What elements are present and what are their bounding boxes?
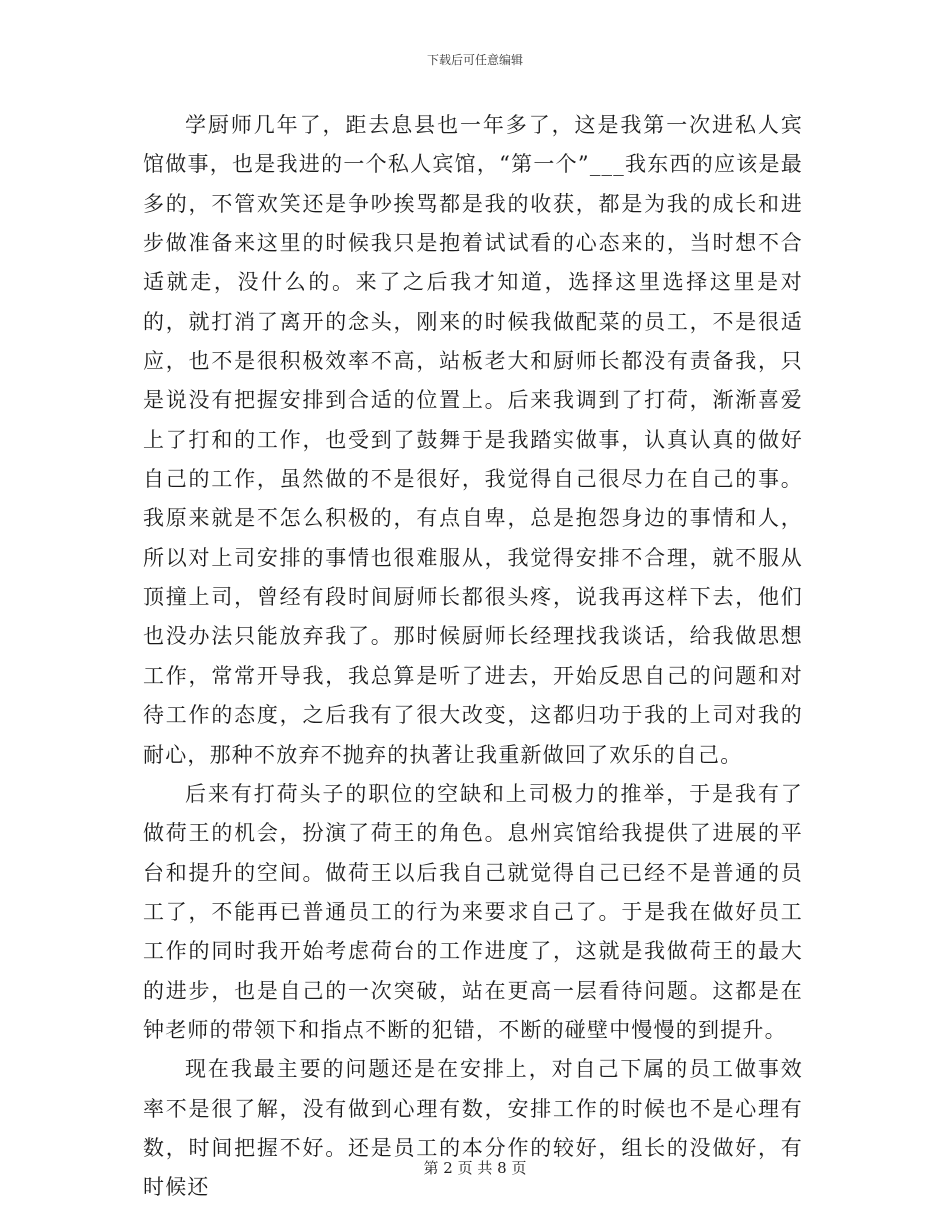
body-text — [143, 106, 803, 1208]
paragraph-2: 后来有打荷头子的职位的空缺和上司极力的推举，于是我有了做荷王的机会，扮演了荷王的角色。息州宾馆给我提供了进展的平台和提升的空间。做荷王以后我自己就觉得自己已经不是普通的员工了，不能再已普通员工的行为来要求自己了。于是我在做好员工工作的同时我开始考虑荷台的工作进度了，这就是我做荷王的最大的进步，也是自己的一次突破，站在更高一层看待问题。这都是在钟老师的带领下和指点不断的犯错，不断的碰壁中慢慢的到提升。 — [143, 781, 803, 1042]
page-footer: 第 2 页 共 8 页 — [423, 1159, 527, 1177]
paragraph-3: 现在我最主要的问题还是在安排上，对自己下属的员工做事效率不是很了解，没有做到心理有数，安排工作的时候也不是心理有数，时间把握不好。还是员工的本分作的较好，组长的没做好，有时候还 — [143, 1057, 803, 1200]
page-header: 下载后可任意编辑 — [426, 53, 523, 67]
paragraph-1: 学厨师几年了，距去息县也一年多了，这是我第一次进私人宾馆做事，也是我进的一个私人宾馆，“第一个”___我东西的应该是最多的，不管欢笑还是争吵挨骂都是我的收获，都是为我的成长和进步做准备来这里的时候我只是抱着试试看的心态来的，当时想不合适就走，没什么的。来了之后我才知道，选择这里选择这里是对的，就打消了离开的念头，刚来的时候我做配菜的员工，不是很适应，也不是很积极效率不高，站板老大和厨师长都没有责备我，只是说没有把握安排到合适的位置上。后来我调到了打荷，渐渐喜爱上了打和的工作，也受到了鼓舞于是我踏实做事，认真认真的做好自己的工作，虽然做的不是很好，我觉得自己很尽力在自己的事。我原来就是不怎么积极的，有点自卑，总是抱怨身边的事情和人，所以对上司安排的事情也很难服从，我觉得安排不合理，就不服从顶撞上司，曾经有段时间厨师长都很头疼，说我再这样下去，他们也没办法只能放弃我了。那时候厨师长经理找我谈话，给我做思想工作，常常开导我，我总算是听了进去，开始反思自己的问题和对待工作的态度，之后我有了很大改变，这都归功于我的上司对我的耐心，那种不放弃不抛弃的执著让我重新做回了欢乐的自己。 — [143, 113, 803, 767]
